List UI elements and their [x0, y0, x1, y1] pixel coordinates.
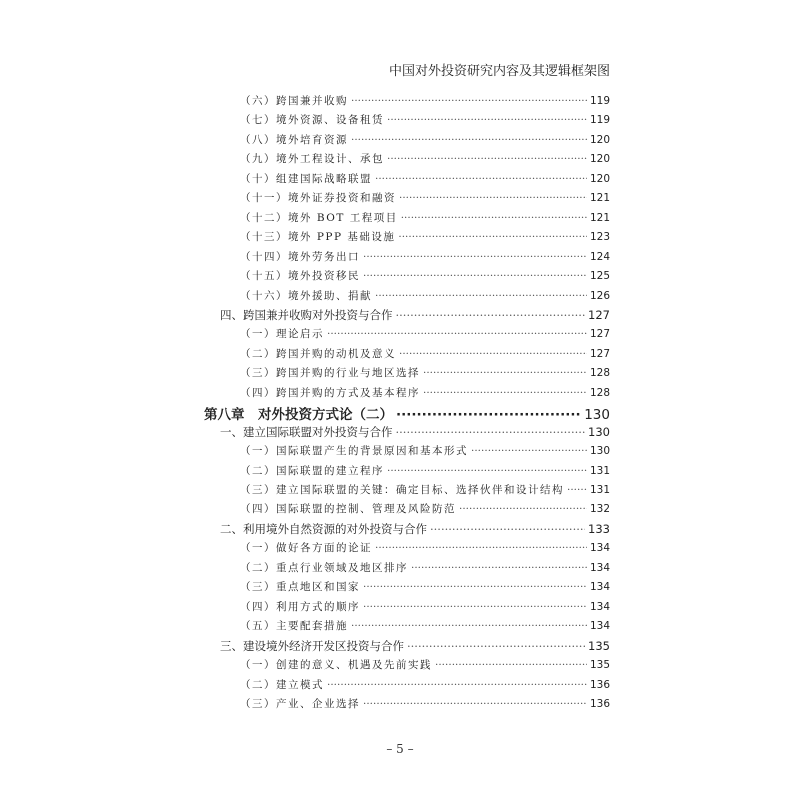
toc-entry-page: 135	[588, 638, 610, 653]
dot-leader	[396, 308, 586, 322]
toc-subsection-entry	[240, 210, 610, 225]
toc-section-entry	[220, 521, 610, 537]
toc-entry-page: 133	[588, 521, 610, 536]
toc-subsection-entry	[240, 482, 610, 497]
toc-entry-page: 131	[589, 484, 610, 496]
dot-leader	[327, 328, 587, 340]
dot-leader	[459, 503, 587, 515]
toc-entry-page: 120	[589, 153, 610, 166]
toc-entry-title: （二）建立模式	[240, 678, 324, 691]
toc-entry-title: 二、利用境外自然资源的对外投资与合作	[220, 521, 427, 536]
toc-subsection-entry	[240, 112, 610, 127]
toc-entry-page: 134	[589, 542, 610, 555]
dot-leader	[363, 698, 587, 710]
toc-entry-title: （一）创建的意义、机遇及先前实践	[240, 659, 432, 672]
toc-entry-page: 131	[589, 464, 610, 477]
toc-entry-title: （三）建立国际联盟的关键：确定目标、选择伙伴和设计结构	[240, 484, 564, 496]
toc-entry-title: （三）跨国并购的行业与地区选择	[240, 367, 420, 380]
toc-entry-page: 128	[589, 367, 610, 380]
dot-leader	[387, 465, 587, 477]
toc-section-entry	[220, 424, 610, 440]
toc-subsection-entry	[240, 560, 610, 575]
dot-leader	[399, 348, 587, 360]
toc-subsection-entry	[240, 268, 610, 283]
dot-leader	[375, 542, 587, 554]
toc-subsection-entry	[240, 326, 610, 341]
toc-entry-page: 135	[589, 659, 610, 672]
toc-entry-title: （五）主要配套措施	[240, 620, 348, 633]
toc-subsection-entry	[240, 190, 610, 205]
toc-entry-page: 127	[588, 307, 610, 322]
dot-leader	[351, 95, 587, 107]
toc-entry-page: 120	[589, 133, 610, 146]
dot-leader	[387, 114, 587, 126]
dot-leader	[399, 192, 587, 204]
toc-entry-page: 125	[589, 270, 610, 283]
toc-subsection-entry	[240, 132, 610, 147]
toc-subsection-entry	[240, 677, 610, 692]
toc-subsection-entry	[240, 463, 610, 478]
running-header: 中国对外投资研究内容及其逻辑框架图	[388, 64, 610, 79]
toc-entry-page: 136	[589, 697, 610, 710]
toc-subsection-entry	[240, 288, 610, 303]
toc-entry-title: （十五）境外投资移民	[240, 270, 360, 283]
toc-entry-title: 三、建设境外经济开发区投资与合作	[220, 638, 404, 653]
toc-subsection-entry	[240, 501, 610, 516]
toc-entry-page: 130	[584, 407, 610, 424]
toc-entry-page: 134	[589, 620, 610, 633]
toc-entry-page: 120	[589, 172, 610, 185]
toc-entry-title: （四）跨国并购的方式及基本程序	[240, 386, 420, 399]
dot-leader	[423, 387, 587, 399]
toc-subsection-entry	[240, 696, 610, 711]
dot-leader	[375, 173, 587, 185]
page-number: – 5 –	[386, 742, 414, 756]
toc-entry-page: 124	[589, 250, 610, 263]
toc-section-entry	[220, 307, 610, 323]
toc-subsection-entry	[240, 579, 610, 594]
dot-leader	[327, 679, 587, 691]
toc-chapter-entry	[204, 403, 610, 423]
toc-entry-page: 127	[589, 347, 610, 360]
toc-entry-title: （七）境外资源、设备租赁	[240, 114, 384, 127]
toc-entry-page: 128	[589, 386, 610, 399]
toc-entry-title: 一、建立国际联盟对外投资与合作	[220, 424, 393, 439]
toc-entry-title: （三）产业、企业选择	[240, 697, 360, 710]
toc-entry-page: 136	[589, 678, 610, 691]
toc-entry-title: （六）跨国兼并收购	[240, 95, 348, 107]
toc-entry-page: 119	[589, 114, 610, 127]
toc-entry-title: （二）跨国并购的动机及意义	[240, 347, 396, 360]
toc-subsection-entry	[240, 171, 610, 186]
toc-entry-title: （十六）境外援助、捐献	[240, 289, 372, 302]
toc-subsection-entry	[240, 385, 610, 400]
toc-entry-page: 134	[589, 581, 610, 594]
toc-entry-page: 134	[589, 600, 610, 613]
dot-leader	[351, 620, 587, 632]
toc-entry-title: （十四）境外劳务出口	[240, 250, 360, 263]
toc-subsection-entry	[240, 249, 610, 264]
toc-entry-title: （一）国际联盟产生的背景原因和基本形式	[240, 445, 468, 458]
toc-entry-page: 123	[589, 231, 610, 244]
toc-subsection-entry	[240, 151, 610, 166]
toc-entry-title: 第八章 对外投资方式论（二）	[204, 407, 393, 424]
toc-entry-title: （四）利用方式的顺序	[240, 600, 360, 613]
toc-entry-page: 130	[589, 445, 610, 458]
toc-entry-title: （八）境外培育资源	[240, 133, 348, 146]
dot-leader	[435, 659, 587, 671]
toc-entry-page: 121	[589, 192, 610, 205]
toc-entry-page: 126	[589, 289, 610, 302]
dot-leader	[471, 445, 587, 457]
toc-entry-title: （四）国际联盟的控制、管理及风险防范	[240, 503, 456, 516]
dot-leader	[351, 134, 587, 146]
dot-leader	[398, 231, 587, 243]
dot-leader	[396, 425, 586, 439]
toc-entry-page: 130	[588, 424, 610, 439]
toc-entry-title: （十二）境外 BOT 工程项目	[240, 211, 398, 224]
dot-leader	[430, 522, 585, 536]
toc-entry-title: （十三）境外 PPP 基础设施	[240, 231, 396, 244]
toc-entry-page: 121	[589, 211, 610, 224]
toc-entry-title: （二）重点行业领域及地区排序	[240, 561, 408, 574]
toc-entry-title: （三）重点地区和国家	[240, 581, 360, 594]
toc-subsection-entry	[240, 93, 610, 108]
toc-entry-page: 132	[589, 503, 610, 516]
dot-leader	[387, 153, 587, 165]
toc-subsection-entry	[240, 540, 610, 555]
toc-entry-title: （一）理论启示	[240, 328, 324, 341]
dot-leader	[423, 367, 587, 379]
dot-leader	[411, 562, 587, 574]
toc-entry-page: 127	[589, 328, 610, 341]
toc-subsection-entry	[240, 599, 610, 614]
dot-leader	[363, 581, 587, 593]
dot-leader	[567, 484, 587, 496]
dot-leader	[363, 251, 587, 263]
toc-entry-page: 134	[589, 561, 610, 574]
toc-subsection-entry	[240, 443, 610, 458]
toc-subsection-entry	[240, 346, 610, 361]
dot-leader	[396, 407, 581, 423]
dot-leader	[363, 270, 587, 282]
toc-subsection-entry	[240, 365, 610, 380]
dot-leader	[363, 601, 587, 613]
toc-entry-title: 四、跨国兼并收购对外投资与合作	[220, 307, 393, 322]
toc-subsection-entry	[240, 618, 610, 633]
toc-subsection-entry	[240, 657, 610, 672]
dot-leader	[375, 290, 587, 302]
toc-entry-title: （十一）境外证券投资和融资	[240, 192, 396, 205]
toc-subsection-entry	[240, 229, 610, 244]
toc-entry-title: （九）境外工程设计、承包	[240, 153, 384, 166]
dot-leader	[407, 639, 585, 653]
dot-leader	[401, 212, 587, 224]
toc-section-entry	[220, 638, 610, 654]
toc-entry-page: 119	[589, 95, 610, 107]
toc-entry-title: （二）国际联盟的建立程序	[240, 464, 384, 477]
toc-entry-title: （一）做好各方面的论证	[240, 542, 372, 555]
toc-entry-title: （十）组建国际战略联盟	[240, 172, 372, 185]
